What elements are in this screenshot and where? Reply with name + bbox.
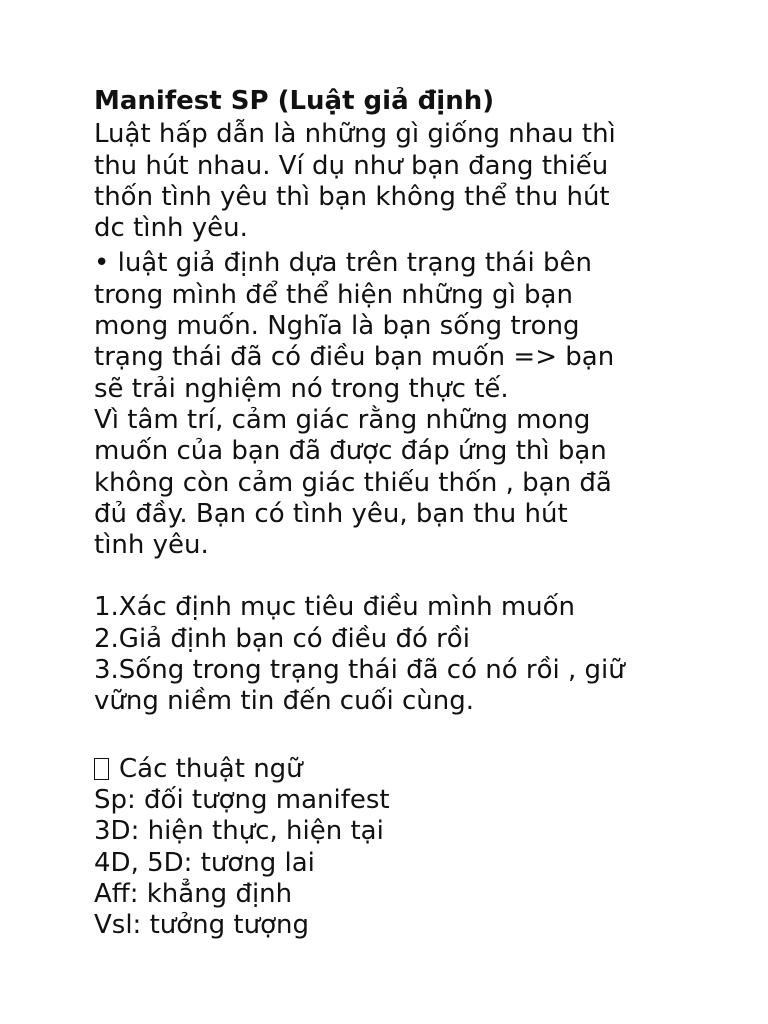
term-line: 3D: hiện thực, hiện tại [94, 816, 384, 847]
steps-list [94, 592, 734, 717]
terms-heading [94, 754, 734, 785]
spacer [94, 718, 734, 754]
text-line: trạng thái đã có điều bạn muốn => bạn [94, 342, 615, 373]
term-line: 4D, 5D: tương lai [94, 847, 315, 878]
term-line: Vsl: tưởng tượng [94, 910, 309, 941]
text-line: đủ đầy. Bạn có tình yêu, bạn thu hút [94, 498, 568, 529]
text-line: muốn của bạn đã được đáp ứng thì bạn [94, 436, 607, 467]
document-page [94, 86, 734, 941]
text-line: Luật hấp dẫn là những gì giống nhau thì [94, 119, 616, 150]
text-line: mong muốn. Nghĩa là bạn sống trong [94, 311, 580, 342]
spacer [94, 561, 734, 592]
step-line: vững niềm tin đến cuối cùng. [94, 686, 474, 717]
text-line: dc tình yêu. [94, 213, 248, 244]
terms-heading-text: Các thuật ngữ [119, 753, 303, 784]
intro-paragraph [94, 119, 734, 244]
text-line: sẽ trải nghiệm nó trong thực tế. [94, 373, 509, 404]
step-line: 3.Sống trong trạng thái đã có nó rồi , giữ [94, 655, 625, 686]
term-line: Sp: đối tượng manifest [94, 784, 390, 815]
text-line: • luật giả định dựa trên trạng thái bên [94, 248, 592, 279]
document-title: Manifest SP (Luật giả định) [94, 86, 495, 116]
step-line: 2.Giả định bạn có điều đó rồi [94, 623, 470, 654]
text-line: không còn cảm giác thiếu thốn , bạn đã [94, 467, 612, 498]
terms-section [94, 754, 734, 942]
bullet-paragraph [94, 248, 734, 561]
missing-glyph-box-icon [94, 758, 109, 780]
step-line: 1.Xác định mục tiêu điều mình muốn [94, 592, 576, 623]
text-line: thu hút nhau. Ví dụ như bạn đang thiếu [94, 150, 609, 181]
text-line: thốn tình yêu thì bạn không thể thu hút [94, 181, 610, 212]
text-line: trong mình để thể hiện những gì bạn [94, 279, 573, 310]
text-line: Vì tâm trí, cảm giác rằng những mong [94, 404, 591, 435]
text-line: tình yêu. [94, 530, 209, 561]
term-line: Aff: khẳng định [94, 878, 293, 909]
